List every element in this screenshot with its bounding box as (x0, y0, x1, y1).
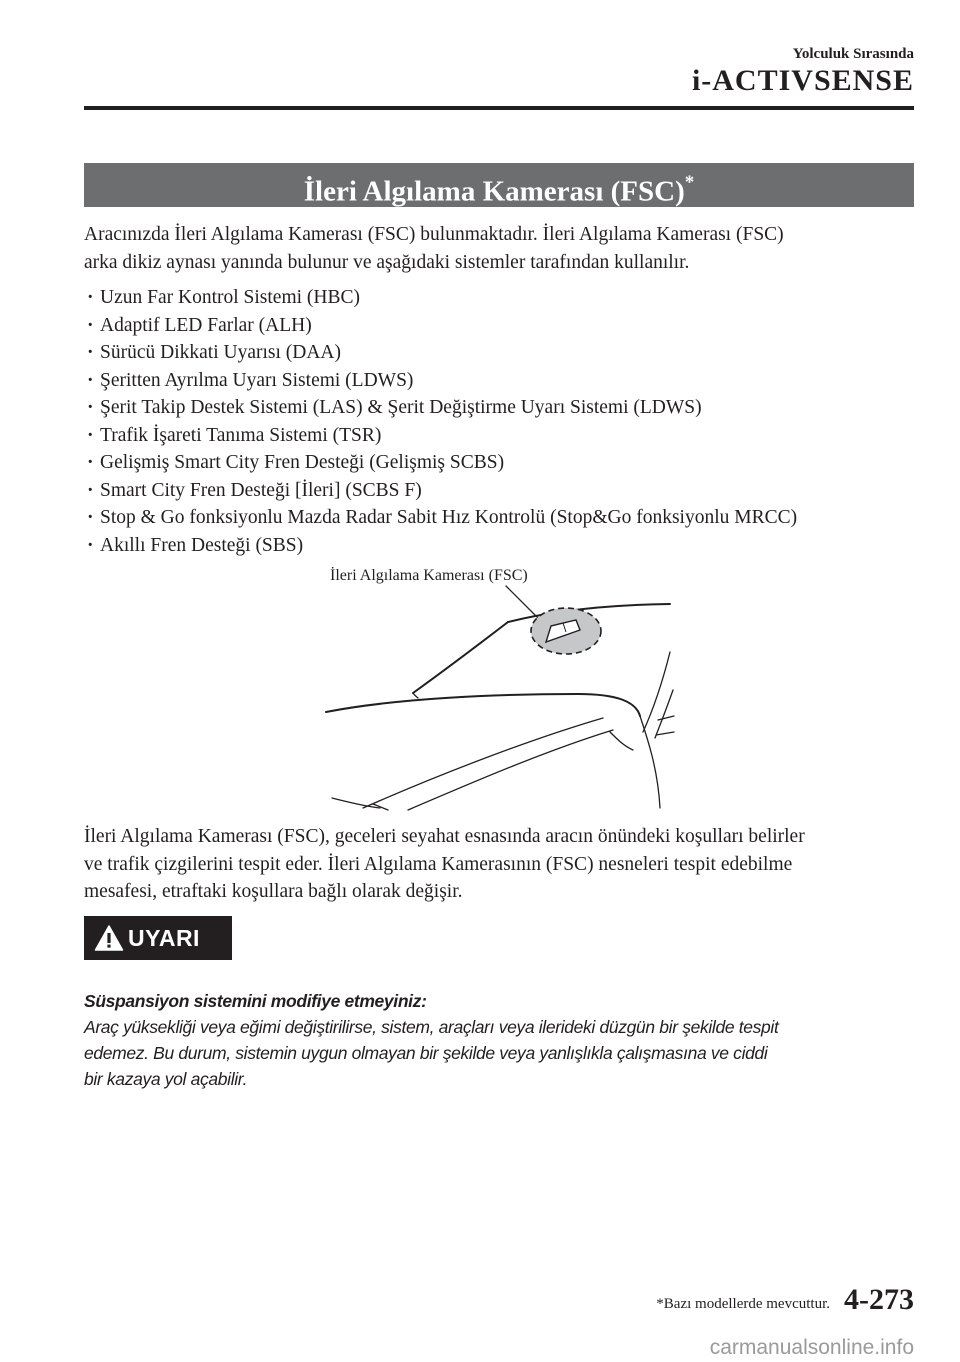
list-item: · Sürücü Dikkati Uyarısı (DAA) (84, 339, 797, 367)
warning-line-2: edemez. Bu durum, sistemin uygun olmayan bir şekilde veya yanlışlıkla çalışmasına ve ciddi (84, 1043, 768, 1063)
list-item: · Şerit Takip Destek Sistemi (LAS) & Şerit Değiştirme Uyarı Sistemi (LDWS) (84, 394, 797, 422)
availability-mark: * (684, 172, 695, 193)
list-item: · Smart City Fren Desteği [İleri] (SCBS F) (84, 477, 797, 505)
warning-label: UYARI (128, 925, 200, 951)
list-item: · Uzun Far Kontrol Sistemi (HBC) (84, 284, 797, 312)
intro-line-2: arka dikiz aynası yanında bulunur ve aşağıdaki sistemler tarafından kullanılır. (84, 251, 690, 273)
figure-label: İleri Algılama Kamerası (FSC) (330, 567, 528, 584)
list-item: · Akıllı Fren Desteği (SBS) (84, 532, 797, 560)
detection-line-1: İleri Algılama Kamerası (FSC), geceleri seyahat esnasında aracın önündeki koşulları belirler (84, 826, 805, 847)
detection-paragraph (84, 823, 924, 906)
warning-title: Süspansiyon sistemini modifiye etmeyiniz: (84, 991, 427, 1011)
detection-line-2: ve trafik çizgilerini tespit eder. İleri Algılama Kamerasının (FSC) nesneleri tespit edebilme (84, 853, 793, 875)
intro-line-1: Aracınızda İleri Algılama Kamerası (FSC) bulunmaktadır. İleri Algılama Kamerası (FSC) (84, 224, 784, 245)
list-item: · Stop & Go fonksiyonlu Mazda Radar Sabit Hız Kontrolü (Stop&Go fonksiyonlu MRCC) (84, 504, 797, 532)
footnote: *Bazı modellerde mevcuttur. (656, 1296, 830, 1312)
windshield-camera-illustration (318, 560, 678, 815)
header-subtitle: Yolculuk Sırasında (792, 46, 914, 62)
list-item: · Gelişmiş Smart City Fren Desteği (Gelişmiş SCBS) (84, 449, 797, 477)
page-number: 4-273 (844, 1283, 914, 1316)
warning-badge (84, 916, 232, 960)
section-title: İleri Algılama Kamerası (FSC) (303, 175, 685, 208)
systems-list (84, 284, 797, 559)
list-item: · Trafik İşareti Tanıma Sistemi (TSR) (84, 422, 797, 450)
warning-line-1: Araç yüksekliği veya eğimi değiştirilirse, sistem, araçları veya ilerideki düzgün bir şekilde tespit (84, 1017, 779, 1037)
watermark: carmanualsonline.info (709, 1336, 914, 1359)
header-title: i-ACTIVSENSE (691, 64, 914, 97)
header-rule (84, 106, 914, 110)
intro-paragraph (84, 221, 924, 276)
section-title-bar (84, 163, 914, 207)
list-item: · Adaptif LED Farlar (ALH) (84, 312, 797, 340)
warning-triangle-icon (94, 924, 124, 952)
list-item: · Şeritten Ayrılma Uyarı Sistemi (LDWS) (84, 367, 797, 395)
warning-body (84, 988, 924, 1092)
detection-line-3: mesafesi, etraftaki koşullara bağlı olarak değişir. (84, 881, 463, 902)
warning-line-3: bir kazaya yol açabilir. (84, 1069, 248, 1089)
